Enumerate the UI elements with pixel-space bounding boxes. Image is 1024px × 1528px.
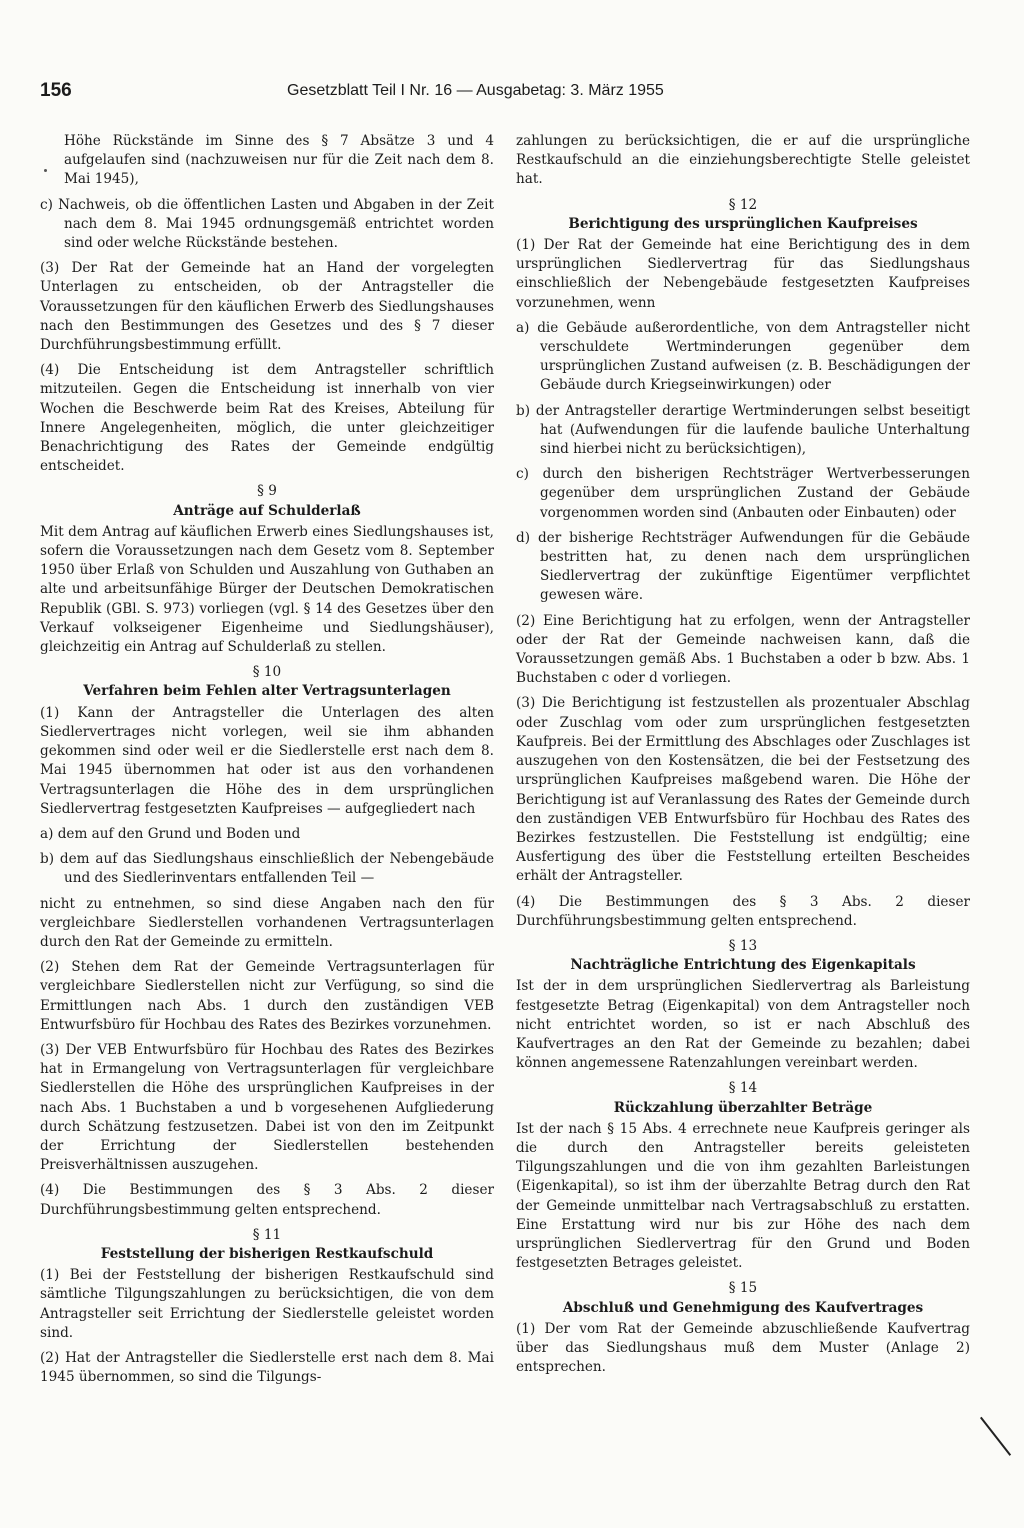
section-title: Berichtigung des ursprünglichen Kaufpreises bbox=[568, 215, 918, 232]
page-header bbox=[40, 80, 760, 106]
section-title: Anträge auf Schulderlaß bbox=[173, 502, 361, 519]
paragraph: Höhe Rückstände im Sinne des § 7 Absätze 3 und 4 aufgelaufen sind (nachzuweisen nur für die Zeit nach dem 8. Mai 1945), bbox=[64, 133, 494, 188]
section-number: § 12 bbox=[728, 196, 758, 213]
section-title: Nachträgliche Entrichtung des Eigenkapitals bbox=[570, 957, 916, 974]
paragraph: (2) Eine Berichtigung hat zu erfolgen, wenn der Antragsteller oder der Rat der Gemeinde nachweisen kann, daß die Voraussetzungen gemäß Abs. 1 Buchstaben a oder b bzw. Abs. 1 Buchstaben c oder d vorliegen. bbox=[516, 612, 970, 687]
right-column bbox=[516, 132, 970, 1383]
paragraph: nicht zu entnehmen, so sind diese Angaben nach den für vergleichbare Siedlerstellen vorhandenen Vertragsunterlagen durch den Rat der Gemeinde zu ermitteln. bbox=[40, 895, 494, 950]
paragraph: (3) Die Berichtigung ist festzustellen als prozentualer Abschlag oder Zuschlag vom oder zum ursprünglichen festgesetzten Kaufpreis. Bei der Ermittlung des Abschlages oder Zuschlages ist auszugehen von den Kostensätzen, die bei der Festsetzung des ursprünglichen Kaufpreises maßgebend waren. Die Höhe der Berichtigung ist auf Veranlassung des Rates der Gemeinde durch den zuständigen VEB Entwurfsbüro für Hochbau des Rates des Bezirkes festzustellen. Die Feststellung ist endgültig; eine Ausfertigung des über die Feststellung erteilten Bescheides erhält der Antragsteller. bbox=[516, 695, 970, 885]
section-title: Verfahren beim Fehlen alter Vertragsunterlagen bbox=[83, 683, 451, 700]
running-title: Gesetzblatt Teil I Nr. 16 — Ausgabetag: 3. März 1955 bbox=[287, 82, 664, 99]
section-title: Rückzahlung überzahlter Beträge bbox=[613, 1099, 873, 1116]
paragraph: (2) Stehen dem Rat der Gemeinde Vertragsunterlagen für vergleichbare Siedlerstellen nicht zur Verfügung, so sind die Ermittlungen nach Abs. 1 durch den zuständigen VEB Entwurfsbüro für Hochbau des Rates des Bezirkes vorzunehmen. bbox=[40, 959, 494, 1033]
paragraph: (1) Bei der Feststellung der bisherigen Restkaufschuld sind sämtliche Tilgungszahlungen zu berücksichtigen, die von dem Antragsteller seit Errichtung der Siedlerstelle geleistet worden sind. bbox=[40, 1267, 494, 1341]
paragraph: (3) Der Rat der Gemeinde hat an Hand der vorgelegten Unterlagen zu entscheiden, ob der Antragsteller die Voraussetzungen für den käuflichen Erwerb des Siedlungshauses nach den Bestimmungen des Gesetzes und des § 7 dieser Durchführungsbestimmung erfüllt. bbox=[40, 260, 494, 354]
paragraph: Mit dem Antrag auf käuflichen Erwerb eines Siedlungshauses ist, sofern die Voraussetzungen nach dem Gesetz vom 8. September 1950 über Erlaß von Schulden und Auszahlung von Guthaben an alte und arbeitsunfähige Bürger der Deutschen Demokratischen Republik (GBl. S. 973) vorliegen (vgl. § 14 des Gesetzes über den Verkauf volkseigener Eigenheime und Siedlungshäuser), gleichzeitig ein Antrag auf Schulderlaß zu stellen. bbox=[40, 523, 494, 656]
section-title: Feststellung der bisherigen Restkaufschuld bbox=[100, 1245, 434, 1262]
list-item-a: a) die Gebäude außerordentliche, von dem Antragsteller nicht verschuldete Wertminderungen gegenüber dem ursprünglichen Zustand aufweisen (z. B. Beschädigungen der Gebäude durch Kriegseinwirkungen) oder bbox=[516, 319, 970, 394]
list-item-d: d) der bisherige Rechtsträger Aufwendungen für die Gebäude bestritten hat, zu denen nach dem ursprünglichen Siedlervertrag der zukünftige Eigentümer verpflichtet gewesen wäre. bbox=[516, 529, 970, 604]
page-number: 156 bbox=[40, 80, 72, 101]
section-title: Abschluß und Genehmigung des Kaufvertrages bbox=[562, 1299, 924, 1316]
section-number: § 13 bbox=[728, 937, 758, 954]
section-number: § 14 bbox=[728, 1080, 758, 1097]
section-number: § 9 bbox=[257, 483, 277, 500]
section-number: § 15 bbox=[728, 1280, 758, 1297]
list-item-a: a) dem auf den Grund und Boden und bbox=[40, 825, 301, 842]
paragraph: (2) Hat der Antragsteller die Siedlerstelle erst nach dem 8. Mai 1945 übernommen, so sind die Tilgungs- bbox=[40, 1349, 494, 1386]
paragraph: (4) Die Bestimmungen des § 3 Abs. 2 dieser Durchführungsbestimmung gelten entsprechend. bbox=[40, 1182, 494, 1218]
margin-mark bbox=[980, 1417, 1011, 1456]
section-number: § 10 bbox=[252, 664, 282, 681]
paragraph: Ist der nach § 15 Abs. 4 errechnete neue Kaufpreis geringer als die durch den Antragsteller bereits geleisteten Tilgungszahlungen und die von ihm gezahlten Barleistungen (Eigenkapital), so ist ihm der überzahlte Betrag durch den Rat der Gemeinde unmittelbar nach Vertragsabschluß zu erstatten. Eine Erstattung wird nur bis zur Höhe des nach dem ursprünglichen Siedlervertrag für den Grund und Boden festgesetzten Betrages geleistet. bbox=[516, 1120, 970, 1272]
paragraph: Ist der in dem ursprünglichen Siedlervertrag als Barleistung festgesetzte Betrag (Eigenkapital) von dem Antragsteller noch nicht entrichtet worden, so ist er nach Abschluß des Kaufvertrages an den Rat der Gemeinde zu bezahlen; dabei können angemessene Ratenzahlungen vereinbart werden. bbox=[516, 978, 970, 1072]
paragraph: (3) Der VEB Entwurfsbüro für Hochbau des Rates des Bezirkes hat in Ermangelung von Vertragsunterlagen für vergleichbare Siedlerstellen die Höhe des ursprünglichen Kaufpreises in der nach Abs. 1 Buchstaben a und b vorgesehenen Aufgliederung durch Schätzung festzusetzen. Dabei ist von den im Zeitpunkt der Errichtung der Siedlerstellen bestehenden Preisverhältnissen auszugehen. bbox=[40, 1041, 494, 1174]
list-item-c: c) Nachweis, ob die öffentlichen Lasten und Abgaben in der Zeit nach dem 8. Mai 1945 ordnungsgemäß entrichtet worden sind oder welche Rückstände bestehen. bbox=[40, 196, 494, 252]
paragraph: (1) Der vom Rat der Gemeinde abzuschließende Kaufvertrag über das Siedlungshaus muß dem Muster (Anlage 2) entsprechen. bbox=[516, 1320, 970, 1376]
paragraph: (1) Der Rat der Gemeinde hat eine Berichtigung des in dem ursprünglichen Siedlervertrag für das Siedlungshaus einschließlich der Nebengebäude festgesetzten Kaufpreises vorzunehmen, wenn bbox=[516, 237, 970, 311]
list-item-c: c) durch den bisherigen Rechtsträger Wertverbesserungen gegenüber dem ursprünglichen Zustand der Gebäude vorgenommen worden sind (Anbauten oder Einbauten) oder bbox=[516, 466, 970, 521]
list-item-b: b) dem auf das Siedlungshaus einschließlich der Nebengebäude und des Siedlerinventars entfallenden Teil — bbox=[40, 851, 494, 887]
left-column bbox=[40, 132, 494, 1393]
paragraph: (4) Die Bestimmungen des § 3 Abs. 2 dieser Durchführungsbestimmung gelten entsprechend. bbox=[516, 893, 970, 929]
section-number: § 11 bbox=[252, 1226, 282, 1243]
paragraph: (4) Die Entscheidung ist dem Antragsteller schriftlich mitzuteilen. Gegen die Entscheidung ist innerhalb von vier Wochen die Beschwerde beim Rat des Kreises, Abteilung für Innere Angelegenheiten, möglich, die unter gleichzeitiger Benachrichtigung des Rates der Gemeinde endgültig entscheidet. bbox=[40, 362, 494, 475]
paragraph: (1) Kann der Antragsteller die Unterlagen des alten Siedlervertrages nicht vorlegen, weil sie ihm abhanden gekommen sind oder weil er die Siedlerstelle erst nach dem 8. Mai 1945 übernommen hat oder ist aus den vorhandenen Vertragsunterlagen die Höhe des in dem ursprünglichen Siedlervertrag festgesetzten Kaufpreises — aufgegliedert nach bbox=[40, 704, 494, 817]
list-item-b: b) der Antragsteller derartige Wertminderungen selbst beseitigt hat (Aufwendungen für die laufende bauliche Unterhaltung sind hierbei nicht zu berücksichtigen), bbox=[516, 402, 970, 458]
paragraph: zahlungen zu berücksichtigen, die er auf die ursprüngliche Restkaufschuld an die einziehungsberechtigte Stelle geleistet hat. bbox=[516, 133, 970, 188]
